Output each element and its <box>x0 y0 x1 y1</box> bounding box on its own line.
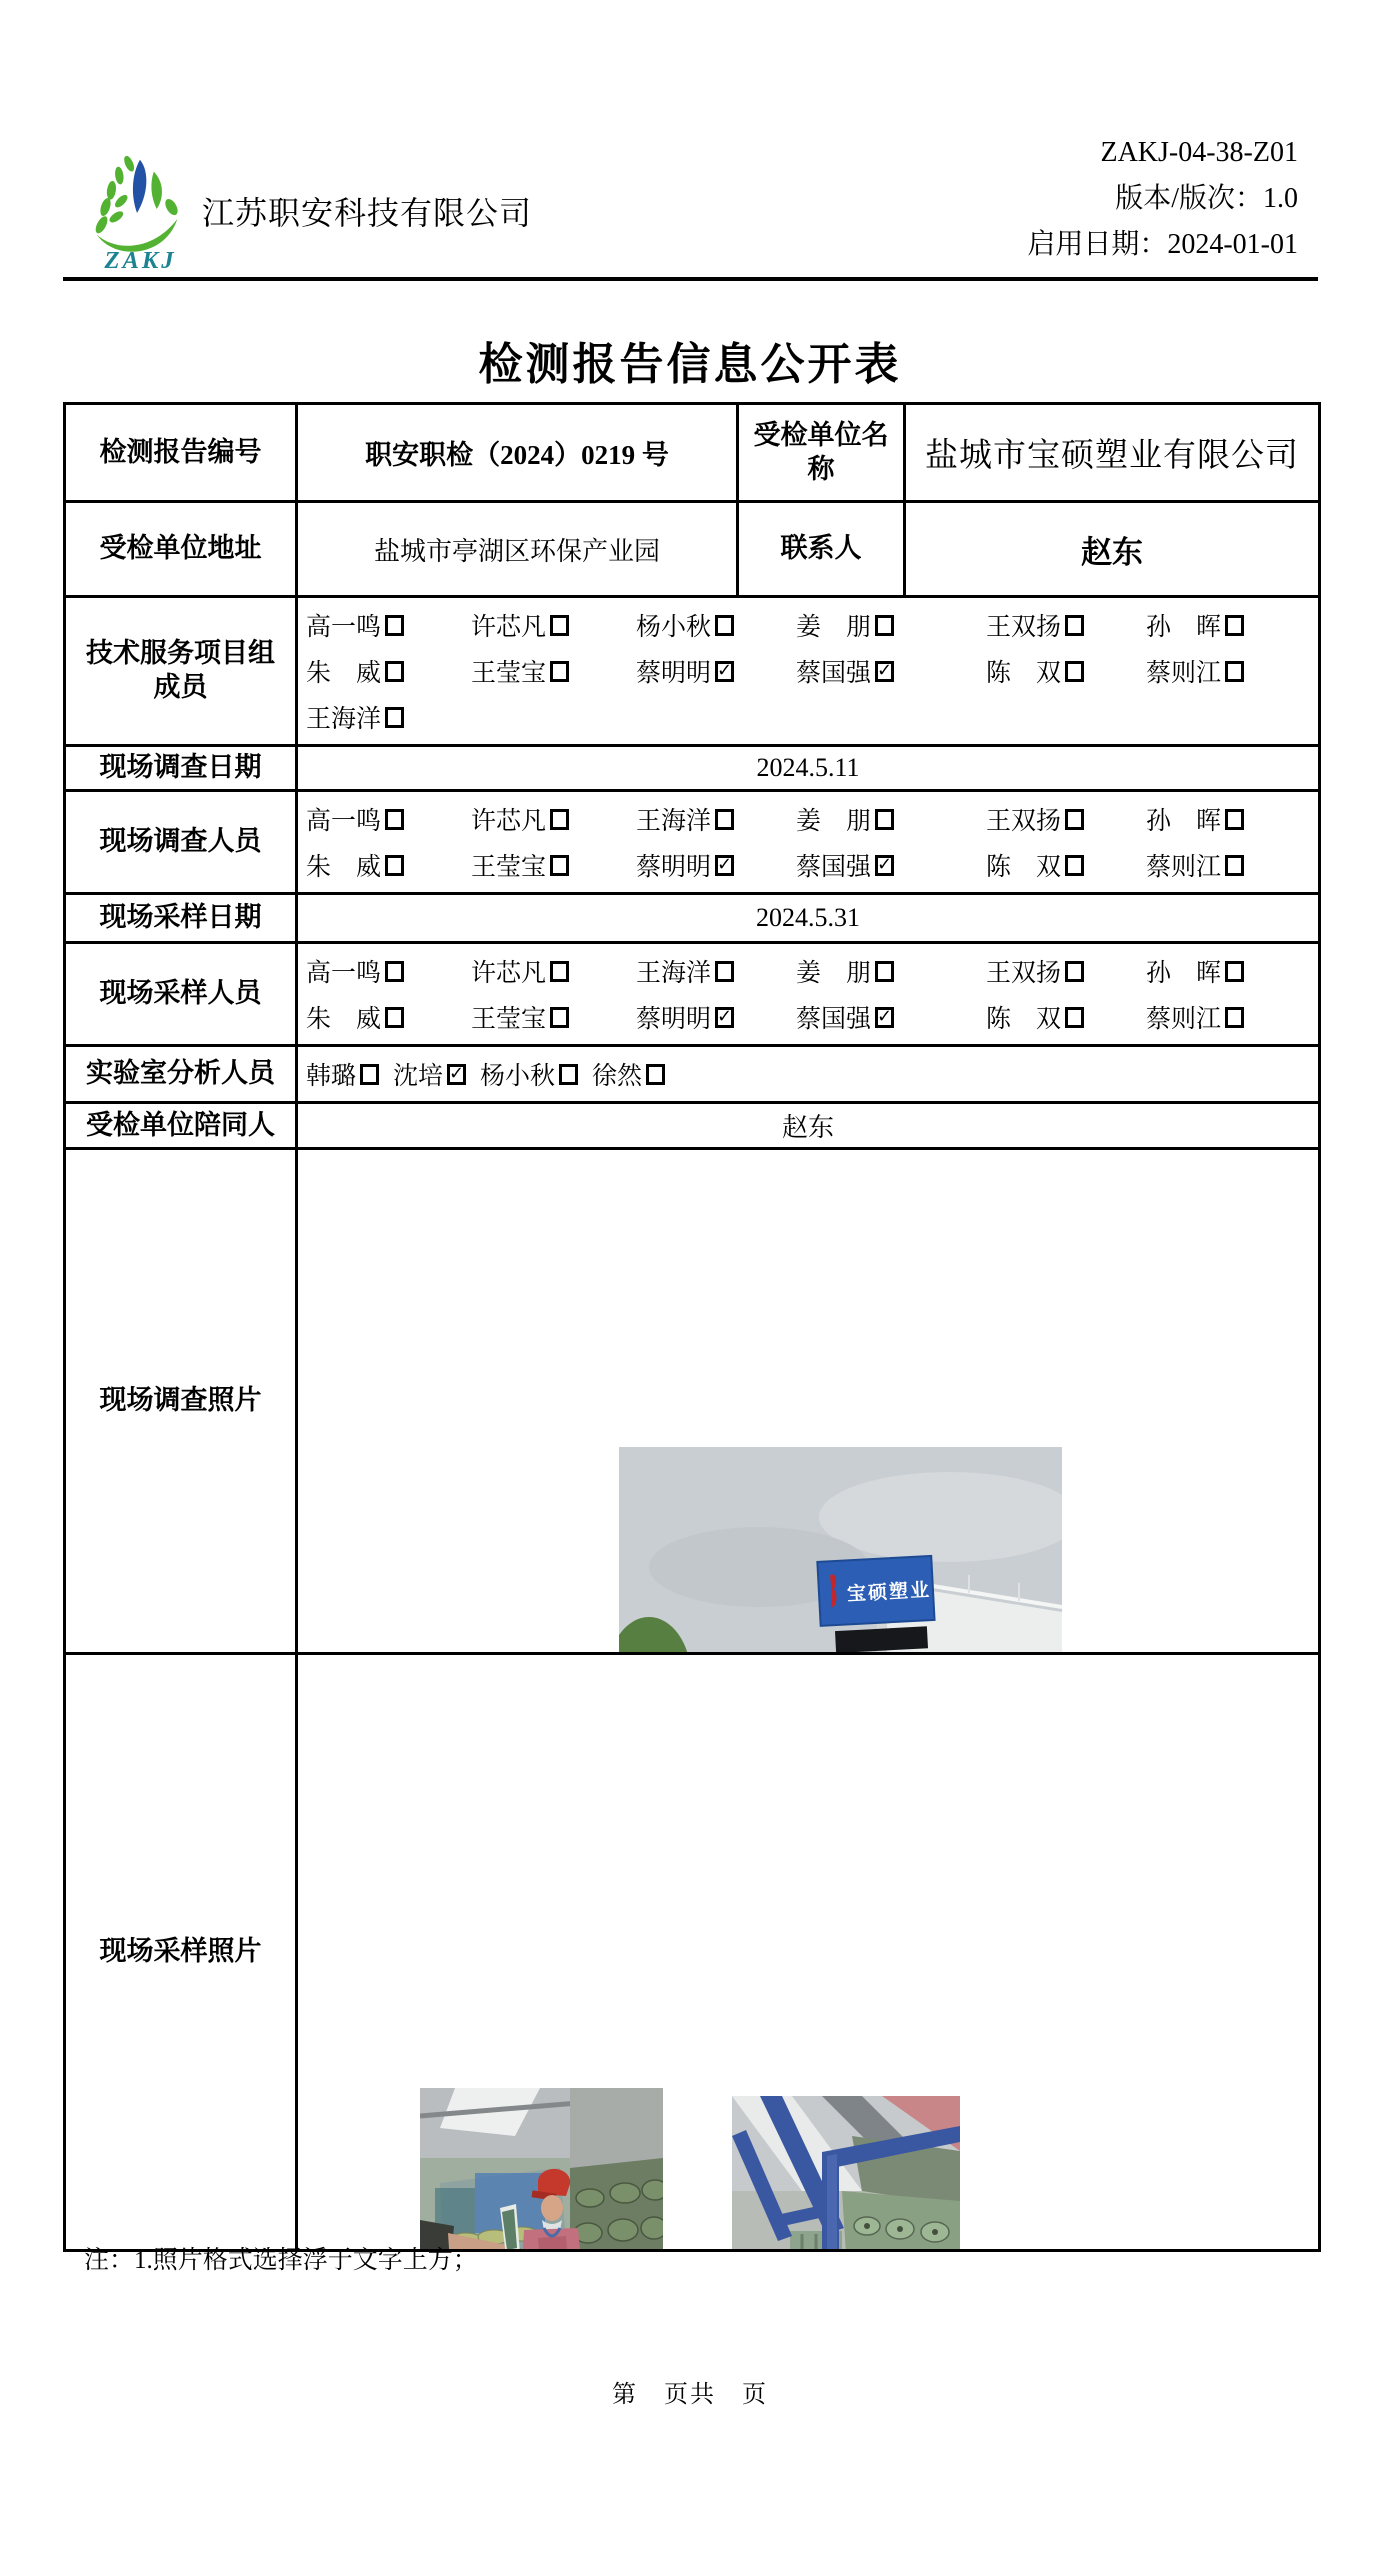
svg-text:宝硕塑业: 宝硕塑业 <box>846 1580 932 1606</box>
person-option <box>1146 999 1244 1035</box>
person-option <box>986 607 1146 643</box>
checkbox-empty-icon[interactable] <box>385 661 404 682</box>
person-name: 陈 双 <box>986 854 1062 881</box>
checkbox-empty-icon[interactable] <box>550 961 569 982</box>
person-name: 王双扬 <box>986 808 1062 835</box>
checkbox-empty-icon[interactable] <box>1065 855 1084 876</box>
checkbox-empty-icon[interactable] <box>1065 809 1084 830</box>
person-name: 朱 威 <box>306 660 382 687</box>
table-row <box>65 791 1320 894</box>
survey-date-value: 2024.5.11 <box>297 746 1320 791</box>
checkbox-empty-icon[interactable] <box>1065 1007 1084 1028</box>
person-option <box>1146 953 1244 989</box>
start-date-line: 启用日期：2024-01-01 <box>1027 229 1298 260</box>
checkbox-empty-icon[interactable] <box>1225 961 1244 982</box>
survey-photo-label: 现场调查照片 <box>65 1149 297 1654</box>
checkbox-empty-icon[interactable] <box>1225 1007 1244 1028</box>
person-name: 王双扬 <box>986 614 1062 641</box>
survey-photo-cell <box>297 1149 1320 1654</box>
person-option <box>306 1056 379 1092</box>
company-name: 江苏职安科技有限公司 <box>202 195 533 231</box>
person-name: 孙 晖 <box>1146 614 1222 641</box>
page-title: 检测报告信息公开表 <box>478 340 902 389</box>
team-members-cell <box>297 597 1320 746</box>
team-line-1 <box>306 602 1312 648</box>
person-option <box>986 847 1146 883</box>
table-row <box>65 1046 1320 1103</box>
person-option <box>306 953 471 989</box>
checkbox-empty-icon[interactable] <box>550 615 569 636</box>
unit-name-label: 受检单位名称 <box>738 404 905 502</box>
version-line: 版本/版次：1.0 <box>1115 183 1298 214</box>
person-option <box>1146 653 1244 689</box>
checkbox-empty-icon[interactable] <box>1225 855 1244 876</box>
report-no-label: 检测报告编号 <box>65 404 297 502</box>
person-option <box>796 999 986 1035</box>
sampling-photo-machine <box>732 2096 960 2251</box>
person-option <box>306 699 471 735</box>
header-divider <box>63 277 1318 281</box>
survey-staff-label: 现场调查人员 <box>65 791 297 894</box>
checkbox-empty-icon[interactable] <box>550 661 569 682</box>
person-option <box>796 847 986 883</box>
person-name: 杨小秋 <box>480 1063 556 1090</box>
person-name: 蔡则江 <box>1146 854 1222 881</box>
logo-text: ZAKJ <box>104 247 177 274</box>
survey-line-2 <box>306 842 1312 888</box>
person-name: 孙 晖 <box>1146 808 1222 835</box>
person-option <box>636 953 796 989</box>
person-option <box>986 999 1146 1035</box>
person-name: 蔡明明 <box>636 1006 712 1033</box>
footnote: 注：1.照片格式选择浮于文字上方； <box>84 2247 478 2274</box>
person-name: 姜 朋 <box>796 614 872 641</box>
checkbox-empty-icon[interactable] <box>875 615 894 636</box>
person-name: 高一鸣 <box>306 808 382 835</box>
person-option <box>796 801 986 837</box>
report-info-table <box>63 402 1321 2252</box>
checkbox-empty-icon[interactable] <box>875 809 894 830</box>
checkbox-checked-icon[interactable]: ✓ <box>876 854 893 875</box>
checkbox-empty-icon[interactable] <box>385 707 404 728</box>
person-name: 王莹宝 <box>471 1006 547 1033</box>
checkbox-empty-icon[interactable] <box>875 961 894 982</box>
person-name: 姜 朋 <box>796 960 872 987</box>
checkbox-empty-icon[interactable] <box>385 809 404 830</box>
person-option <box>636 801 796 837</box>
address-value: 盐城市亭湖区环保产业园 <box>297 502 738 597</box>
person-name: 蔡明明 <box>636 660 712 687</box>
person-option <box>393 1056 466 1092</box>
escort-value: 赵东 <box>297 1103 1320 1149</box>
person-name: 王海洋 <box>636 960 712 987</box>
table-row <box>65 894 1320 943</box>
person-option <box>306 607 471 643</box>
company-logo <box>88 146 188 274</box>
checkbox-checked-icon[interactable]: ✓ <box>876 660 893 681</box>
checkbox-empty-icon[interactable] <box>715 961 734 982</box>
person-option <box>471 653 636 689</box>
person-name: 陈 双 <box>986 660 1062 687</box>
person-option <box>471 953 636 989</box>
person-name: 王海洋 <box>306 706 382 733</box>
document-code: ZAKJ-04-38-Z01 <box>1100 137 1298 168</box>
lab-staff-cell <box>297 1046 1320 1103</box>
checkbox-empty-icon[interactable] <box>385 961 404 982</box>
person-name: 沈培 <box>393 1063 444 1090</box>
person-name: 蔡国强 <box>796 660 872 687</box>
table-row <box>65 1103 1320 1149</box>
person-name: 朱 威 <box>306 854 382 881</box>
contact-label: 联系人 <box>738 502 905 597</box>
team-line-2 <box>306 648 1312 694</box>
survey-photo <box>619 1447 1062 1654</box>
survey-line-1 <box>306 796 1312 842</box>
sampling-date-label: 现场采样日期 <box>65 894 297 943</box>
person-name: 王双扬 <box>986 960 1062 987</box>
checkbox-empty-icon[interactable] <box>360 1064 379 1085</box>
unit-name-value: 盐城市宝硕塑业有限公司 <box>905 404 1320 502</box>
person-name: 徐然 <box>592 1063 643 1090</box>
checkbox-empty-icon[interactable] <box>715 809 734 830</box>
checkbox-empty-icon[interactable] <box>1065 615 1084 636</box>
person-name: 杨小秋 <box>636 614 712 641</box>
checkbox-checked-icon[interactable]: ✓ <box>716 1006 733 1027</box>
checkbox-empty-icon[interactable] <box>385 855 404 876</box>
person-name: 蔡则江 <box>1146 1006 1222 1033</box>
address-label: 受检单位地址 <box>65 502 297 597</box>
checkbox-empty-icon[interactable] <box>1225 809 1244 830</box>
checkbox-empty-icon[interactable] <box>1065 961 1084 982</box>
checkbox-checked-icon[interactable]: ✓ <box>716 660 733 681</box>
table-row <box>65 597 1320 746</box>
sampling-line-1 <box>306 948 1312 994</box>
checkbox-empty-icon[interactable] <box>1225 661 1244 682</box>
table-row <box>65 1654 1320 2251</box>
sampling-line-2 <box>306 994 1312 1040</box>
person-option <box>306 999 471 1035</box>
checkbox-empty-icon[interactable] <box>646 1064 665 1085</box>
sampling-photo-cell <box>297 1654 1320 2251</box>
person-option <box>306 801 471 837</box>
person-name: 许芯凡 <box>471 614 547 641</box>
checkbox-empty-icon[interactable] <box>550 1007 569 1028</box>
person-name: 王莹宝 <box>471 854 547 881</box>
person-name: 朱 威 <box>306 1006 382 1033</box>
checkbox-checked-icon[interactable]: ✓ <box>716 854 733 875</box>
sampling-date-value: 2024.5.31 <box>297 894 1320 943</box>
logo-leaves-icon <box>93 154 180 251</box>
table-row <box>65 404 1320 502</box>
contact-value: 赵东 <box>905 502 1320 597</box>
person-option <box>986 653 1146 689</box>
person-name: 高一鸣 <box>306 614 382 641</box>
person-name: 蔡国强 <box>796 1006 872 1033</box>
person-option <box>636 607 796 643</box>
checkbox-checked-icon[interactable]: ✓ <box>448 1063 465 1084</box>
person-option <box>1146 801 1244 837</box>
person-option <box>1146 847 1244 883</box>
table-row <box>65 1149 1320 1654</box>
person-name: 蔡明明 <box>636 854 712 881</box>
table-row <box>65 502 1320 597</box>
person-name: 蔡则江 <box>1146 660 1222 687</box>
document-meta <box>1027 130 1298 268</box>
person-name: 孙 晖 <box>1146 960 1222 987</box>
escort-label: 受检单位陪同人 <box>65 1103 297 1149</box>
sampling-photo-label: 现场采样照片 <box>65 1654 297 2251</box>
person-option <box>1146 607 1244 643</box>
page-number-footer: 第 页共 页 <box>612 2382 768 2408</box>
checkbox-empty-icon[interactable] <box>1225 615 1244 636</box>
person-name: 王莹宝 <box>471 660 547 687</box>
checkbox-empty-icon[interactable] <box>385 1007 404 1028</box>
person-name: 高一鸣 <box>306 960 382 987</box>
lab-staff-label: 实验室分析人员 <box>65 1046 297 1103</box>
person-option <box>471 999 636 1035</box>
person-option <box>306 847 471 883</box>
person-option <box>986 953 1146 989</box>
person-option <box>480 1056 578 1092</box>
person-option <box>796 653 986 689</box>
sampling-staff-cell <box>297 943 1320 1046</box>
checkbox-empty-icon[interactable] <box>550 809 569 830</box>
table-row <box>65 746 1320 791</box>
team-label: 技术服务项目组成员 <box>65 597 297 746</box>
person-name: 姜 朋 <box>796 808 872 835</box>
person-option <box>592 1056 665 1092</box>
person-name: 韩璐 <box>306 1063 357 1090</box>
person-name: 陈 双 <box>986 1006 1062 1033</box>
person-name: 许芯凡 <box>471 960 547 987</box>
person-option <box>796 953 986 989</box>
person-option <box>471 847 636 883</box>
checkbox-empty-icon[interactable] <box>1065 661 1084 682</box>
person-option <box>306 653 471 689</box>
checkbox-empty-icon[interactable] <box>550 855 569 876</box>
person-option <box>636 653 796 689</box>
survey-date-label: 现场调查日期 <box>65 746 297 791</box>
person-name: 王海洋 <box>636 808 712 835</box>
person-name: 许芯凡 <box>471 808 547 835</box>
report-no-value: 职安职检（2024）0219 号 <box>297 404 738 502</box>
survey-staff-cell <box>297 791 1320 894</box>
table-row <box>65 943 1320 1046</box>
person-option <box>636 847 796 883</box>
team-line-3 <box>306 694 1312 740</box>
person-option <box>636 999 796 1035</box>
person-option <box>471 607 636 643</box>
checkbox-empty-icon[interactable] <box>715 615 734 636</box>
sampling-staff-label: 现场采样人员 <box>65 943 297 1046</box>
checkbox-empty-icon[interactable] <box>385 615 404 636</box>
checkbox-empty-icon[interactable] <box>559 1064 578 1085</box>
person-name: 蔡国强 <box>796 854 872 881</box>
sampling-photo-worker <box>420 2088 663 2251</box>
person-option <box>986 801 1146 837</box>
person-option <box>796 607 986 643</box>
lab-line-1 <box>306 1051 1312 1097</box>
person-option <box>471 801 636 837</box>
checkbox-checked-icon[interactable]: ✓ <box>876 1006 893 1027</box>
